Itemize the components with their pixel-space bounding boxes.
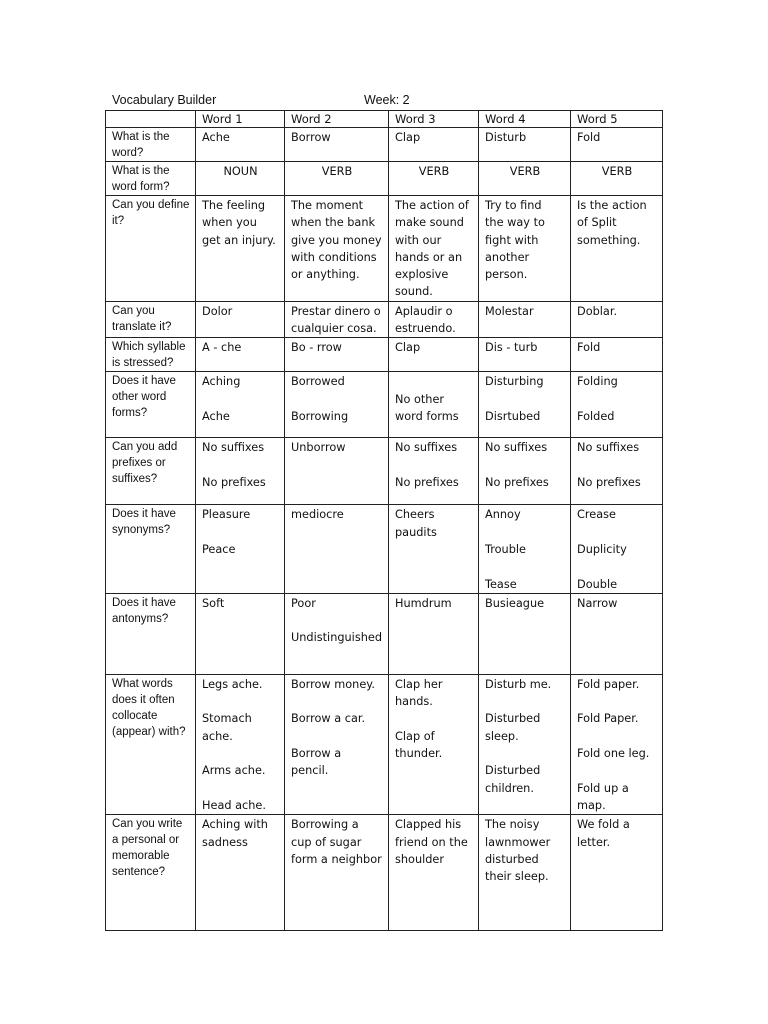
answer-line: VERB [321, 165, 353, 178]
table-row [106, 674, 663, 814]
header-cell-word-1: Word 1 [196, 111, 285, 128]
answer-line: shoulder [395, 852, 445, 866]
answer-line: Borrow a [291, 747, 342, 761]
answer-line: Annoy [485, 508, 521, 522]
answer-cell-word-5 [571, 372, 663, 438]
question-line: sentence? [112, 866, 166, 879]
answer-line: children. [485, 781, 534, 795]
question-line: Can you write [112, 818, 183, 831]
answer-cell-word-3 [389, 674, 479, 814]
answer-line: Folded [577, 409, 615, 423]
answer-cell-word-2 [285, 505, 389, 593]
answer-line: Fold [577, 341, 601, 355]
answer-cell-word-2 [285, 438, 389, 505]
answer-line: pencil. [291, 764, 329, 778]
line-spacer [202, 745, 279, 762]
question-line: synonyms? [112, 524, 171, 537]
answer-line: friend on the [395, 835, 468, 849]
answer-cell-word-5 [571, 593, 663, 674]
answer-cell-word-5 [571, 505, 663, 593]
line-spacer [291, 612, 383, 629]
answer-line: Undistinguished [291, 631, 382, 645]
answer-line: form a neighbor [291, 852, 382, 866]
answer-line: Trouble [485, 542, 526, 556]
answer-cell-word-3 [389, 128, 479, 162]
answer-cell-word-4 [479, 196, 571, 302]
answer-line: Disturb me. [485, 677, 552, 691]
line-spacer [577, 558, 657, 575]
answer-cell-word-4 [479, 301, 571, 338]
answer-line: letter. [577, 835, 611, 849]
answer-cell-word-4 [479, 128, 571, 162]
question-line: suffixes? [112, 473, 158, 486]
answer-line: sleep. [485, 729, 519, 743]
line-spacer [577, 457, 657, 474]
question-cell [106, 372, 196, 438]
line-spacer [202, 693, 279, 710]
answer-cell-word-5 [571, 815, 663, 931]
answer-line: Soft [202, 596, 225, 610]
question-line: Can you define [112, 199, 190, 211]
answer-cell-word-4 [479, 162, 571, 196]
answer-line: mediocre [291, 508, 344, 522]
answer-cell-word-3 [389, 593, 479, 674]
line-spacer [202, 457, 279, 474]
question-line: memorable [112, 850, 170, 863]
answer-cell-word-2 [285, 162, 389, 196]
answer-line: Humdrum [395, 596, 452, 610]
question-line: does it often [112, 693, 175, 706]
answer-line: give you money [291, 233, 382, 247]
line-spacer [577, 762, 657, 779]
answer-cell-word-3 [389, 338, 479, 372]
answer-line: No prefixes [577, 475, 641, 489]
answer-line: the way to [485, 216, 545, 230]
question-line: a personal or [112, 834, 180, 847]
answer-cell-word-1 [196, 196, 285, 302]
answer-line: A - che [202, 341, 242, 355]
answer-line: Borrowed [291, 375, 345, 389]
answer-cell-word-3 [389, 162, 479, 196]
answer-line: Disturbed [485, 764, 541, 778]
answer-line: hands. [395, 695, 433, 709]
answer-line: with conditions [291, 250, 377, 264]
line-spacer [395, 710, 473, 727]
question-line: Can you add [112, 441, 178, 454]
question-cell [106, 301, 196, 338]
line-spacer [202, 391, 279, 408]
header-cell-word-3: Word 3 [389, 111, 479, 128]
answer-line: Borrow money. [291, 677, 375, 691]
answer-line: Poor [291, 596, 316, 610]
answer-cell-word-1 [196, 815, 285, 931]
answer-line: Legs ache. [202, 677, 263, 691]
question-cell [106, 593, 196, 674]
answer-line: Is the action [577, 199, 647, 212]
answer-cell-word-4 [479, 372, 571, 438]
line-spacer [395, 457, 473, 474]
answer-line: Dolor [202, 304, 233, 318]
table-row [106, 815, 663, 931]
line-spacer [577, 524, 657, 541]
line-spacer [577, 693, 657, 710]
answer-cell-word-3 [389, 505, 479, 593]
answer-line: Peace [202, 542, 236, 556]
answer-line: or anything. [291, 268, 360, 282]
answer-line: Dis - turb [485, 341, 538, 355]
answer-line: map. [577, 798, 606, 812]
answer-line: Fold up a [577, 781, 629, 795]
answer-line: Clap [395, 131, 421, 144]
table-row [106, 505, 663, 593]
answer-cell-word-2 [285, 301, 389, 338]
answer-line: No suffixes [485, 441, 548, 455]
answer-cell-word-2 [285, 128, 389, 162]
answer-line: fight with [485, 233, 539, 247]
answer-line: The noisy [485, 818, 540, 832]
line-spacer [291, 391, 383, 408]
answer-cell-word-4 [479, 674, 571, 814]
answer-line: Narrow [577, 596, 618, 610]
header-cell-word-5: Word 5 [571, 111, 663, 128]
answer-line: Doblar. [577, 304, 618, 318]
answer-line: get an injury. [202, 233, 276, 247]
answer-cell-word-5 [571, 674, 663, 814]
answer-cell-word-1 [196, 593, 285, 674]
answer-line: Ache [202, 409, 230, 423]
answer-line: The moment [291, 199, 364, 212]
answer-line: make sound [395, 216, 464, 230]
answer-line: Pleasure [202, 508, 251, 522]
question-line: antonyms? [112, 612, 169, 625]
answer-line: another [485, 250, 530, 264]
table-row [106, 438, 663, 505]
answer-line: No suffixes [395, 441, 458, 455]
answer-line: VERB [509, 165, 541, 178]
question-line: word form? [112, 181, 170, 193]
answer-line: when you [202, 216, 257, 230]
answer-line: Disturb [485, 131, 527, 144]
header-cell-word-2: Word 2 [285, 111, 389, 128]
question-line: (appear) with? [112, 725, 186, 738]
answer-cell-word-3 [389, 438, 479, 505]
answer-cell-word-3 [389, 301, 479, 338]
table-row [106, 593, 663, 674]
answer-cell-word-2 [285, 674, 389, 814]
answer-line: Aching [202, 375, 241, 389]
answer-line: No prefixes [395, 475, 459, 489]
answer-cell-word-5 [571, 301, 663, 338]
answer-line: Clap of [395, 729, 435, 743]
table-row [106, 338, 663, 372]
answer-line: Crease [577, 508, 616, 522]
question-line: is stressed? [112, 357, 174, 370]
table-header-row [106, 111, 663, 128]
answer-line: Arms ache. [202, 764, 266, 778]
question-line: collocate [112, 709, 158, 722]
answer-line: Aching with [202, 818, 268, 832]
answer-line: Clapped his [395, 818, 462, 832]
line-spacer [485, 558, 565, 575]
question-cell [106, 338, 196, 372]
line-spacer [577, 728, 657, 745]
question-line: prefixes or [112, 457, 166, 470]
answer-line: Borrowing [291, 409, 349, 423]
answer-line: Cheers [395, 508, 435, 522]
answer-line: Borrow a car. [291, 712, 366, 726]
table-row [106, 162, 663, 196]
answer-cell-word-2 [285, 815, 389, 931]
answer-cell-word-4 [479, 338, 571, 372]
answer-line: No suffixes [202, 441, 265, 455]
answer-line: No other [395, 392, 445, 406]
answer-cell-word-5 [571, 338, 663, 372]
answer-line: Clap her [395, 677, 443, 691]
answer-line: VERB [601, 165, 633, 178]
question-line: word? [112, 147, 144, 159]
line-spacer [202, 780, 279, 797]
answer-line: We fold a [577, 818, 630, 832]
answer-line: Try to find [485, 199, 542, 212]
answer-cell-word-3 [389, 815, 479, 931]
question-line: What is the [112, 165, 170, 177]
question-line: What words [112, 677, 173, 690]
answer-line: Fold Paper. [577, 712, 639, 726]
answer-line: Fold paper. [577, 677, 640, 691]
answer-line: lawnmower [485, 835, 551, 849]
answer-line: estruendo. [395, 322, 456, 336]
answer-line: The feeling [202, 199, 266, 212]
answer-line: ache. [202, 729, 233, 743]
answer-cell-word-1 [196, 372, 285, 438]
header-cell-word-4: Word 4 [479, 111, 571, 128]
question-line: forms? [112, 407, 148, 420]
answer-line: sound. [395, 285, 433, 299]
question-cell [106, 438, 196, 505]
answer-line: with our [395, 233, 442, 247]
question-cell [106, 674, 196, 814]
answer-line: sadness [202, 835, 248, 849]
answer-line: Aplaudir o [395, 304, 453, 318]
answer-line: of Split [577, 216, 617, 230]
answer-line: Disturbing [485, 375, 544, 389]
answer-line: their sleep. [485, 870, 549, 884]
answer-cell-word-4 [479, 815, 571, 931]
question-cell [106, 196, 196, 302]
answer-line: person. [485, 268, 528, 282]
line-spacer [485, 391, 565, 408]
answer-line: thunder. [395, 747, 443, 761]
answer-line: disturbed [485, 852, 539, 866]
answer-line: Bo - rrow [291, 341, 342, 355]
table-row [106, 196, 663, 302]
answer-line: No prefixes [485, 475, 549, 489]
table-row [106, 301, 663, 338]
answer-cell-word-2 [285, 196, 389, 302]
answer-line: cup of sugar [291, 835, 362, 849]
answer-cell-word-1 [196, 438, 285, 505]
answer-line: Head ache. [202, 798, 266, 812]
answer-line: Tease [485, 577, 517, 591]
question-line: Does it have [112, 375, 176, 388]
question-cell [106, 128, 196, 162]
answer-line: Fold one leg. [577, 747, 650, 761]
table-row [106, 128, 663, 162]
answer-line: Prestar dinero o [291, 304, 381, 318]
line-spacer [202, 524, 279, 541]
answer-cell-word-1 [196, 338, 285, 372]
answer-cell-word-4 [479, 505, 571, 593]
question-line: Can you [112, 304, 155, 317]
answer-line: Clap [395, 341, 421, 355]
week-label: Week: 2 [364, 93, 410, 107]
answer-cell-word-5 [571, 128, 663, 162]
line-spacer [291, 693, 383, 710]
answer-line: Busieague [485, 596, 545, 610]
answer-line: when the bank [291, 216, 376, 230]
question-cell [106, 162, 196, 196]
answer-line: Borrow [291, 131, 331, 144]
header-cell-blank [106, 111, 196, 128]
answer-line: Ache [202, 131, 230, 144]
answer-line: Borrowing a [291, 818, 359, 832]
answer-cell-word-1 [196, 301, 285, 338]
answer-line: VERB [418, 165, 450, 178]
answer-line: Unborrow [291, 441, 346, 455]
line-spacer [485, 745, 565, 762]
answer-line: Disturbed [485, 712, 541, 726]
question-line: other word [112, 391, 167, 404]
answer-cell-word-3 [389, 196, 479, 302]
answer-cell-word-5 [571, 438, 663, 505]
answer-line: Duplicity [577, 542, 627, 556]
vocabulary-table [105, 110, 663, 931]
answer-cell-word-4 [479, 593, 571, 674]
line-spacer [485, 693, 565, 710]
question-cell [106, 505, 196, 593]
line-spacer [577, 391, 657, 408]
question-line: translate it? [112, 320, 172, 333]
answer-line: Stomach [202, 712, 252, 726]
answer-line: No suffixes [577, 441, 640, 455]
answer-line: Molestar [485, 304, 534, 318]
answer-line: Double [577, 577, 618, 591]
question-line: Does it have [112, 596, 176, 609]
worksheet-header [112, 93, 672, 109]
line-spacer [395, 373, 473, 390]
question-line: Which syllable [112, 341, 186, 354]
answer-line: The action of [395, 199, 469, 212]
answer-cell-word-2 [285, 372, 389, 438]
question-cell [106, 815, 196, 931]
answer-cell-word-5 [571, 196, 663, 302]
answer-line: hands or an [395, 250, 463, 264]
answer-line: paudits [395, 525, 437, 539]
answer-line: Folding [577, 375, 618, 389]
answer-line: No prefixes [202, 475, 266, 489]
answer-line: explosive [395, 268, 449, 282]
answer-cell-word-1 [196, 162, 285, 196]
answer-cell-word-1 [196, 505, 285, 593]
question-line: Does it have [112, 508, 176, 521]
answer-line: cualquier cosa. [291, 322, 377, 336]
answer-cell-word-2 [285, 338, 389, 372]
line-spacer [485, 457, 565, 474]
answer-cell-word-2 [285, 593, 389, 674]
answer-line: something. [577, 233, 641, 247]
line-spacer [485, 524, 565, 541]
answer-line: NOUN [223, 165, 258, 178]
answer-cell-word-1 [196, 128, 285, 162]
answer-line: Disrtubed [485, 409, 541, 423]
answer-line: Fold [577, 131, 601, 144]
question-line: What is the [112, 131, 170, 143]
answer-line: word forms [395, 409, 459, 423]
answer-cell-word-5 [571, 162, 663, 196]
answer-cell-word-1 [196, 674, 285, 814]
table-row [106, 372, 663, 438]
worksheet-title: Vocabulary Builder [112, 93, 217, 107]
answer-cell-word-3 [389, 372, 479, 438]
answer-cell-word-4 [479, 438, 571, 505]
question-line: it? [112, 215, 125, 227]
line-spacer [291, 728, 383, 745]
